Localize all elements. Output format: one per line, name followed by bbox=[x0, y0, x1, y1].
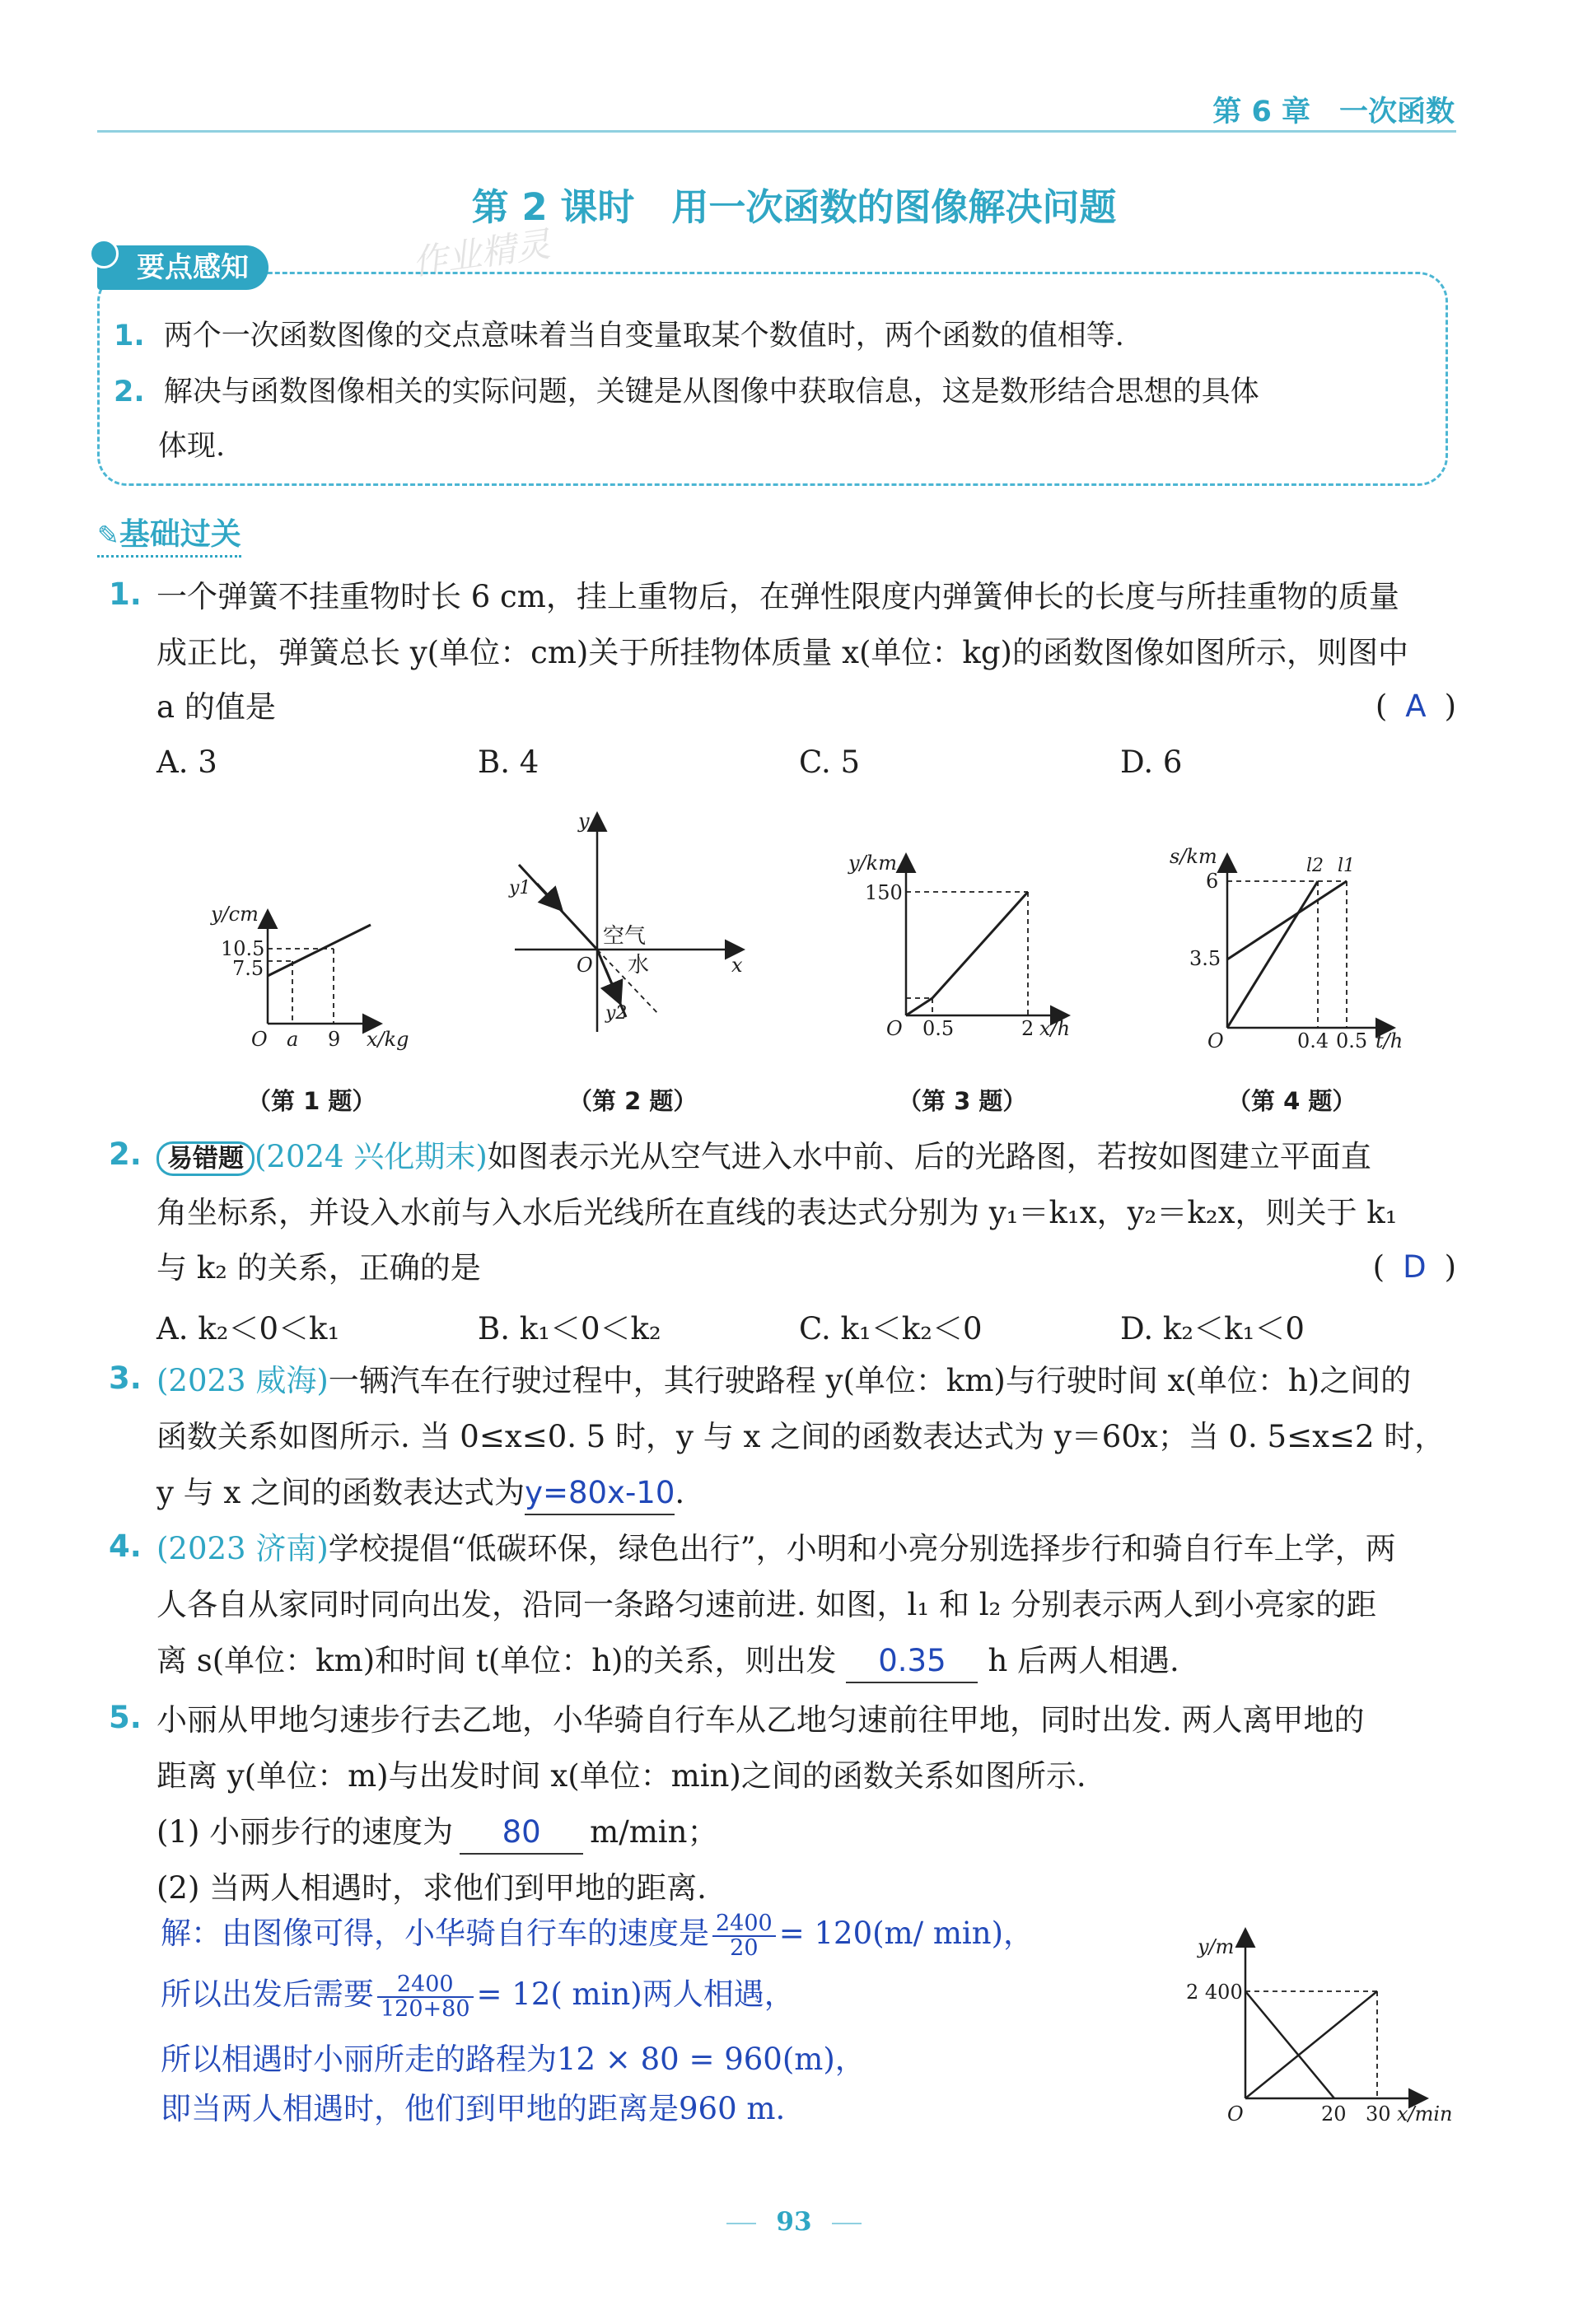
caption-figure-2: （第 2 题） bbox=[568, 1087, 698, 1115]
q3-line-3 bbox=[156, 1472, 684, 1515]
q4-line-1 bbox=[156, 1528, 1396, 1570]
q1-answer-value: A bbox=[1405, 688, 1427, 724]
q1-option-c: C. 5 bbox=[799, 744, 861, 780]
fig2-water-label: 水 bbox=[628, 953, 650, 978]
page-number: 93 bbox=[776, 2207, 812, 2237]
q5-number: 5. bbox=[109, 1700, 142, 1735]
watermark: 作业精灵 bbox=[409, 223, 553, 283]
key-points-label-text: 要点感知 bbox=[137, 251, 249, 284]
page-title: 第 2 课时 用一次函数的图像解决问题 bbox=[471, 185, 1117, 229]
key-point-text: 两个一次函数图像的交点意味着当自变量取某个数值时，两个函数的值相等. bbox=[163, 320, 1124, 352]
q5-sol-2-denominator: 120+80 bbox=[381, 1995, 470, 2022]
q5-sol-2-numerator: 2400 bbox=[377, 1973, 474, 1998]
q2-line-3: 与 k₂ 的关系，正确的是 bbox=[156, 1250, 481, 1286]
fig4-ylabel: s/km bbox=[1170, 845, 1217, 868]
pencil-icon: ✎ bbox=[97, 520, 119, 551]
fig3-tick-150: 150 bbox=[865, 881, 903, 904]
fig4-l2-label: l2 bbox=[1306, 856, 1324, 876]
q5-sol-1-numerator: 2400 bbox=[712, 1912, 776, 1937]
fig5-xlabel: x/min bbox=[1397, 2102, 1453, 2126]
fig3-ylabel: y/km bbox=[848, 852, 897, 875]
q3-number: 3. bbox=[109, 1360, 142, 1396]
q5-line-2: 距离 y(单位：m)与出发时间 x(单位：min)之间的函数关系如图所示. bbox=[156, 1758, 1086, 1794]
fig4-tick-6: 6 bbox=[1206, 870, 1219, 893]
q4-text-3a: 离 s(单位：km)和时间 t(单位：h)的关系，则出发 bbox=[156, 1643, 837, 1678]
q4-text-1: 学校提倡“低碳环保，绿色出行”，小明和小亮分别选择步行和骑自行车上学，两 bbox=[328, 1531, 1396, 1566]
fig3-origin: O bbox=[886, 1017, 903, 1040]
q4-number: 4. bbox=[109, 1528, 142, 1564]
caption-figure-4: （第 4 题） bbox=[1227, 1087, 1357, 1115]
fig4-xlabel: t/h bbox=[1375, 1029, 1404, 1052]
caption-figure-3: （第 3 题） bbox=[898, 1087, 1027, 1115]
q1-number: 1. bbox=[109, 576, 142, 612]
fig1-tick-a: a bbox=[287, 1028, 299, 1051]
q5-sol-1-denominator: 20 bbox=[730, 1934, 759, 1961]
fig3-xlabel: x/h bbox=[1039, 1017, 1071, 1040]
q5-solution-line-4: 即当两人相遇时，他们到甲地的距离是960 m. bbox=[161, 2091, 786, 2126]
q3-end: . bbox=[675, 1475, 685, 1510]
fig5-tick-20: 20 bbox=[1321, 2102, 1347, 2126]
fig1-origin: O bbox=[251, 1028, 268, 1051]
key-points-pin-icon bbox=[89, 239, 119, 268]
caption-figure-1: （第 1 题） bbox=[247, 1087, 376, 1115]
page-number-row bbox=[0, 2207, 1588, 2237]
figure-5 bbox=[1153, 1919, 1483, 2133]
q5-solution-line-1 bbox=[161, 1909, 1034, 1960]
q2-answer-value: D bbox=[1403, 1249, 1427, 1285]
header-rule bbox=[97, 130, 1456, 133]
fig2-xlabel: x bbox=[731, 954, 743, 977]
fig2-origin: O bbox=[577, 954, 593, 977]
q5-part-1-unit: m/min； bbox=[590, 1814, 718, 1850]
page-number-dash-left bbox=[726, 2223, 756, 2224]
q3-line-1 bbox=[156, 1360, 1411, 1402]
figure-1 bbox=[210, 903, 409, 1051]
fig5-ylabel: y/m bbox=[1198, 1935, 1235, 1958]
q3-text-3: y 与 x 之间的函数表达式为 bbox=[156, 1475, 525, 1510]
q5-sol-1-fraction bbox=[712, 1912, 776, 1960]
key-point-2-cont: 体现. bbox=[158, 430, 226, 463]
chapter-header: 第 6 章 一次函数 bbox=[1212, 96, 1455, 128]
q5-sol-1a: 解：由图像可得，小华骑自行车的速度是 bbox=[161, 1916, 709, 1951]
q2-option-d: D. k₂＜k₁＜0 bbox=[1120, 1311, 1305, 1346]
figure-2 bbox=[508, 810, 743, 1032]
q2-answer: ( D ) bbox=[1372, 1249, 1456, 1285]
q2-option-c: C. k₁＜k₂＜0 bbox=[799, 1311, 983, 1346]
q5-line-1: 小丽从甲地匀速步行去乙地，小华骑自行车从乙地匀速前往甲地，同时出发. 两人离甲地的 bbox=[156, 1702, 1365, 1738]
q2-tag: 易错题 bbox=[156, 1141, 255, 1176]
fig4-l1-label: l1 bbox=[1338, 856, 1356, 876]
fig4-tick-0-4: 0.4 bbox=[1297, 1029, 1329, 1052]
key-point-1 bbox=[114, 313, 1124, 354]
figures-row bbox=[0, 791, 1588, 1071]
fig2-ylabel: y bbox=[578, 810, 590, 833]
key-point-num: 2. bbox=[114, 376, 145, 408]
fig5-origin: O bbox=[1227, 2102, 1244, 2126]
fig4-tick-3-5: 3.5 bbox=[1189, 947, 1221, 970]
q4-line-3 bbox=[156, 1640, 1179, 1683]
fig2-y2-label: y2 bbox=[605, 1003, 628, 1024]
q5-part-1-text: (1) 小丽步行的速度为 bbox=[156, 1814, 454, 1850]
q3-text-1: 一辆汽车在行驶过程中，其行驶路程 y(单位：km)与行驶时间 x(单位：h)之间的 bbox=[328, 1363, 1412, 1398]
q3-answer-blank: y=80x-10 bbox=[525, 1472, 675, 1515]
fig5-tick-30: 30 bbox=[1366, 2102, 1391, 2126]
q4-text-3b: h 后两人相遇. bbox=[988, 1643, 1179, 1678]
q2-option-a: A. k₂＜0＜k₁ bbox=[156, 1311, 340, 1346]
fig1-tick-9: 9 bbox=[328, 1028, 341, 1051]
q2-line-1 bbox=[156, 1136, 1371, 1179]
q2-text-1: 如图表示光从空气进入水中前、后的光路图，若按如图建立平面直 bbox=[487, 1139, 1371, 1174]
q1-option-d: D. 6 bbox=[1120, 744, 1183, 780]
q2-number: 2. bbox=[109, 1136, 142, 1172]
q5-sol-2a: 所以出发后需要 bbox=[161, 1976, 374, 2012]
q2-line-2: 角坐标系，并设入水前与入水后光线所在直线的表达式分别为 y₁＝k₁x，y₂＝k₂x，则关于 k₁ bbox=[156, 1195, 1398, 1230]
q1-line-3: a 的值是 bbox=[156, 689, 276, 725]
q4-answer-blank: 0.35 bbox=[846, 1640, 978, 1683]
q1-line-1: 一个弹簧不挂重物时长 6 cm，挂上重物后，在弹性限度内弹簧伸长的长度与所挂重物的质量 bbox=[156, 579, 1399, 614]
fig3-tick-2: 2 bbox=[1021, 1017, 1035, 1040]
fig5-tick-2400: 2 400 bbox=[1186, 1981, 1243, 2004]
fig1-ylabel: y/cm bbox=[211, 903, 259, 926]
fig4-tick-0-5: 0.5 bbox=[1336, 1029, 1368, 1052]
q5-solution-line-2 bbox=[161, 1970, 795, 2021]
q3-line-2: 函数关系如图所示. 当 0≤x≤0. 5 时，y 与 x 之间的函数表达式为 y＝60x；当 0. 5≤x≤2 时， bbox=[156, 1419, 1446, 1454]
q2-option-b: B. k₁＜0＜k₂ bbox=[478, 1311, 661, 1346]
q1-option-b: B. 4 bbox=[478, 744, 539, 780]
q5-part-1 bbox=[156, 1812, 717, 1855]
q5-part-2: (2) 当两人相遇时，求他们到甲地的距离. bbox=[156, 1870, 707, 1906]
fig2-air-label: 空气 bbox=[603, 924, 647, 949]
q5-sol-1b: = 120(m/ min)， bbox=[778, 1916, 1035, 1951]
q3-source: (2023 威海) bbox=[156, 1363, 329, 1398]
key-point-text: 解决与函数图像相关的实际问题，关键是从图像中获取信息，这是数形结合思想的具体 bbox=[163, 376, 1259, 408]
section-label-text: 基础过关 bbox=[119, 516, 241, 552]
q1-answer: ( A ) bbox=[1375, 688, 1456, 724]
q5-solution-line-3: 所以相遇时小丽所走的路程为12 × 80 = 960(m)， bbox=[161, 2042, 866, 2077]
q1-option-a: A. 3 bbox=[156, 744, 217, 780]
q5-sol-2b: = 12( min)两人相遇， bbox=[476, 1976, 795, 2012]
figure-4 bbox=[1170, 845, 1403, 1052]
fig1-xlabel: x/kg bbox=[367, 1028, 409, 1051]
key-point-2 bbox=[114, 369, 1259, 410]
fig1-tick-10-5: 10.5 bbox=[221, 937, 265, 960]
figure-3 bbox=[848, 852, 1070, 1040]
fig1-tick-7-5: 7.5 bbox=[232, 957, 264, 980]
q4-source: (2023 济南) bbox=[156, 1531, 329, 1566]
page-number-dash-right bbox=[832, 2223, 862, 2224]
q5-part-1-blank: 80 bbox=[460, 1812, 583, 1855]
fig3-tick-0-5: 0.5 bbox=[922, 1017, 955, 1040]
key-points-label bbox=[97, 245, 269, 290]
fig4-origin: O bbox=[1207, 1029, 1224, 1052]
fig2-y1-label: y1 bbox=[509, 878, 531, 898]
section-label bbox=[97, 509, 241, 558]
q2-source: (2024 兴化期末) bbox=[255, 1139, 488, 1174]
q4-line-2: 人各自从家同时同向出发，沿同一条路匀速前进. 如图，l₁ 和 l₂ 分别表示两人到小亮家的距 bbox=[156, 1587, 1377, 1622]
key-point-num: 1. bbox=[114, 320, 145, 352]
q1-line-2: 成正比，弹簧总长 y(单位：cm)关于所挂物体质量 x(单位：kg)的函数图像如图所示，则图中 bbox=[156, 635, 1408, 670]
q5-sol-2-fraction bbox=[377, 1973, 474, 2021]
